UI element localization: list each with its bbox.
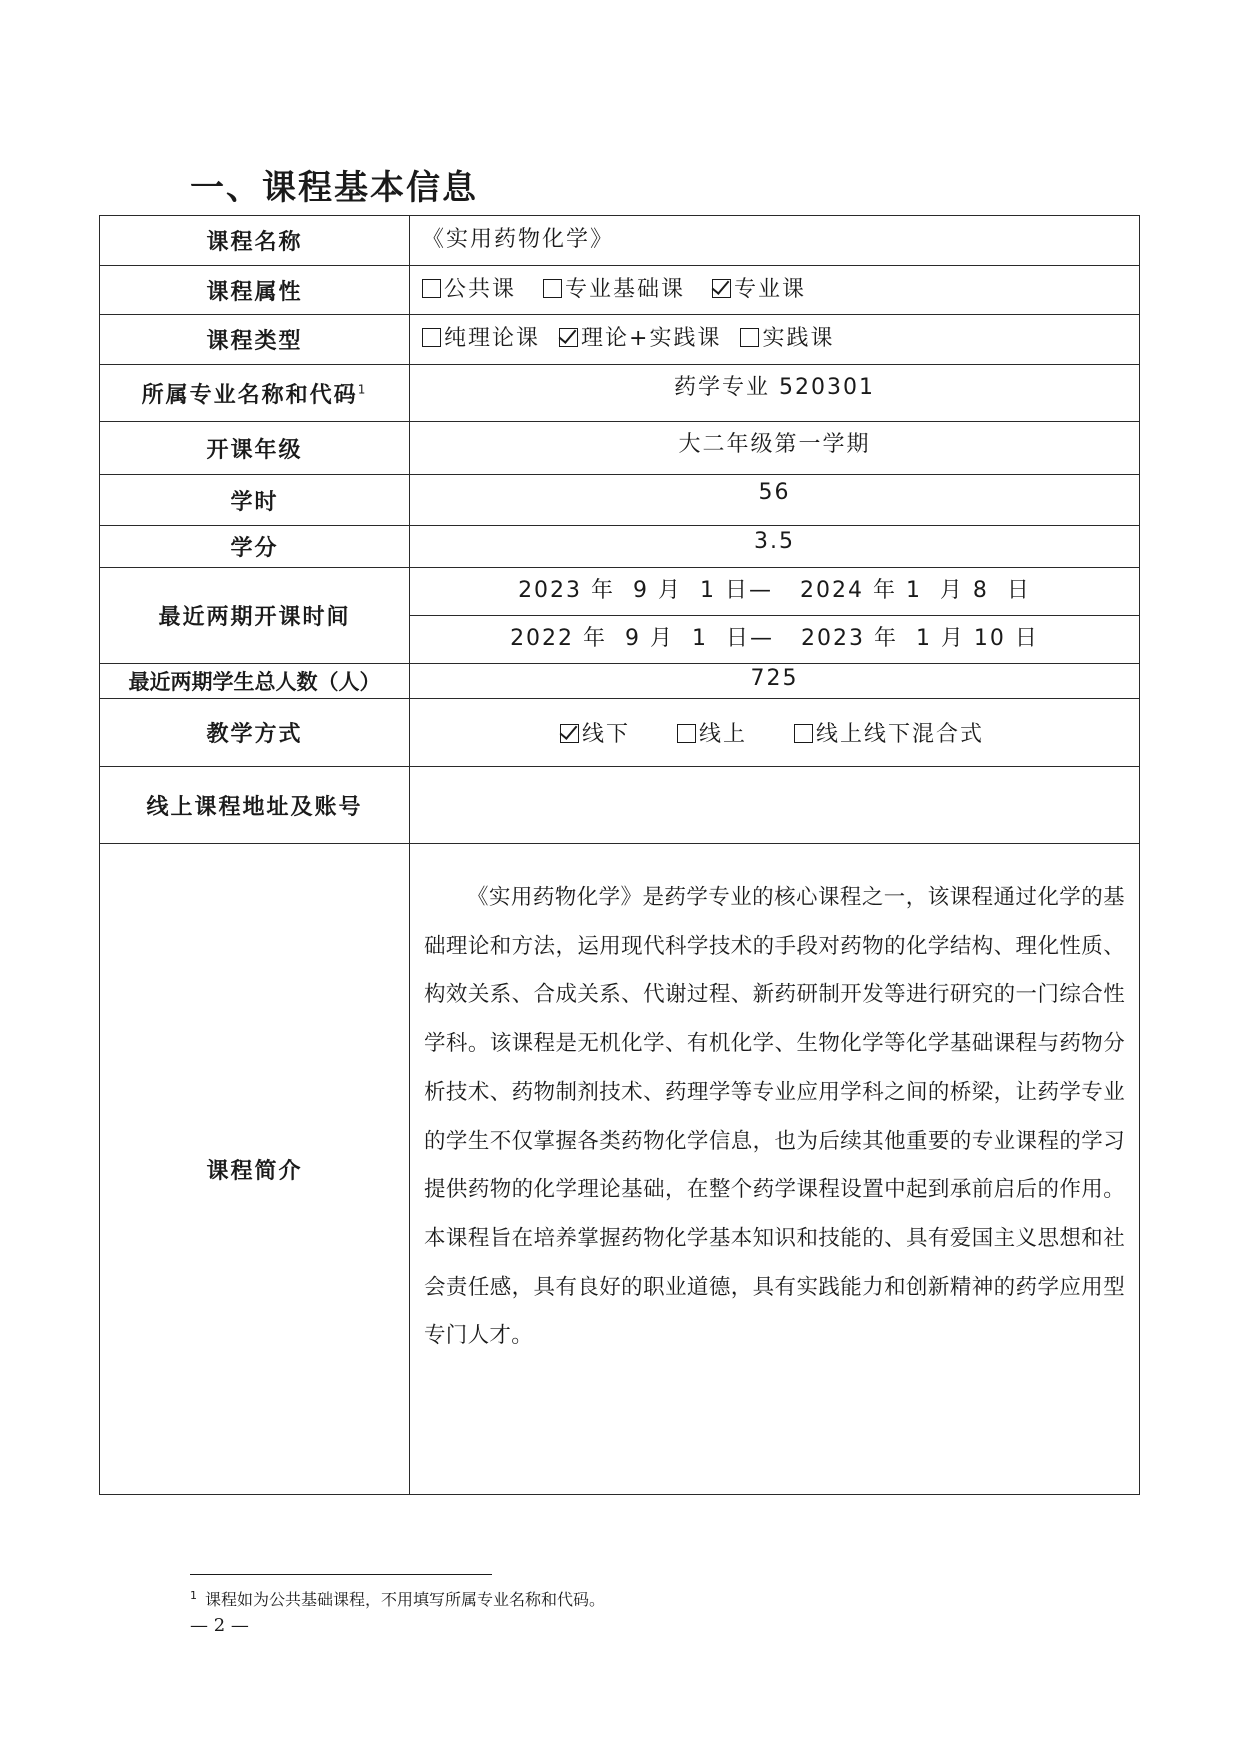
option-theory[interactable] bbox=[422, 321, 540, 352]
row-course-name bbox=[100, 216, 1140, 266]
checkbox-icon[interactable] bbox=[422, 279, 441, 298]
row-students bbox=[100, 664, 1140, 699]
value-course-name: 《实用药物化学》 bbox=[422, 227, 615, 252]
value-term-1: 2023 年 9 月 1 日— 2024 年 1 月 8 日 bbox=[518, 578, 1031, 603]
label-grade: 开课年级 bbox=[100, 422, 410, 475]
label-hours: 学时 bbox=[100, 475, 410, 526]
course-info-table bbox=[99, 215, 1140, 1495]
label-online-addr: 线上课程地址及账号 bbox=[100, 767, 410, 844]
label-course-type: 课程类型 bbox=[100, 315, 410, 365]
option-public-course[interactable] bbox=[422, 272, 516, 303]
row-recent-terms-1 bbox=[100, 568, 1140, 616]
option-label: 专业课 bbox=[734, 277, 807, 302]
page-number: — 2 — bbox=[190, 1615, 249, 1636]
value-credits: 3.5 bbox=[754, 529, 795, 554]
option-label: 纯理论课 bbox=[444, 326, 541, 351]
label-major-text: 所属专业名称和代码 bbox=[141, 382, 358, 408]
section-title: 一、课程基本信息 bbox=[190, 168, 478, 208]
intro-text: 《实用药物化学》是药学专业的核心课程之一，该课程通过化学的基础理论和方法，运用现代科学技术的手段对药物的化学结构、理化性质、构效关系、合成关系、代谢过程、新药研制开发等进行研究的一门综合性学科。该课程是无机化学、有机化学、生物化学等化学基础课程与药物分析技术、药物制剂技术、药理学等专业应用学科之间的桥梁，让药学专业的学生不仅掌握各类药物化学信息，也为后续其他重要的专业课程的学习提供药物的化学理论基础，在整个药学课程设置中起到承前启后的作用。本课程旨在培养掌握药物化学基本知识和技能的、具有爱国主义思想和社会责任感，具有良好的职业道德，具有实践能力和创新精神的药学应用型专门人才。 bbox=[424, 885, 1125, 1349]
row-grade bbox=[100, 422, 1140, 475]
label-major bbox=[100, 365, 410, 422]
option-theory-practice[interactable] bbox=[559, 321, 721, 352]
option-major-course[interactable] bbox=[712, 272, 806, 303]
label-course-name: 课程名称 bbox=[100, 216, 410, 266]
label-intro: 课程简介 bbox=[100, 844, 410, 1495]
option-blended[interactable] bbox=[794, 717, 984, 748]
option-label: 理论+实践课 bbox=[581, 326, 722, 351]
value-grade: 大二年级第一学期 bbox=[678, 432, 871, 457]
option-label: 线上 bbox=[699, 722, 748, 747]
checkbox-icon[interactable] bbox=[422, 328, 441, 347]
footnote-divider bbox=[190, 1574, 492, 1575]
value-students: 725 bbox=[750, 666, 799, 691]
option-practice[interactable] bbox=[740, 321, 834, 352]
options-teaching-mode bbox=[560, 722, 1002, 747]
row-major bbox=[100, 365, 1140, 422]
row-hours bbox=[100, 475, 1140, 526]
checkbox-icon[interactable] bbox=[543, 279, 562, 298]
footnote-text: 课程如为公共基础课程，不用填写所属专业名称和代码。 bbox=[205, 1590, 606, 1609]
row-online-addr bbox=[100, 767, 1140, 844]
option-label: 线下 bbox=[582, 722, 631, 747]
checkbox-checked-icon[interactable] bbox=[712, 279, 731, 298]
option-label: 公共课 bbox=[444, 277, 517, 302]
option-label: 专业基础课 bbox=[565, 277, 686, 302]
label-students: 最近两期学生总人数（人） bbox=[100, 664, 410, 699]
value-major: 药学专业 520301 bbox=[674, 375, 875, 400]
options-course-type bbox=[410, 315, 852, 352]
footnote-mark: 1 bbox=[190, 1588, 197, 1602]
value-online-addr bbox=[410, 767, 1140, 844]
row-intro bbox=[100, 844, 1140, 1495]
footnote bbox=[190, 1587, 605, 1610]
value-term-2: 2022 年 9 月 1 日— 2023 年 1 月 10 日 bbox=[510, 626, 1039, 651]
row-teaching-mode bbox=[100, 699, 1140, 767]
checkbox-checked-icon[interactable] bbox=[560, 724, 579, 743]
label-recent-terms: 最近两期开课时间 bbox=[100, 568, 410, 664]
label-teaching-mode: 教学方式 bbox=[100, 699, 410, 767]
value-hours: 56 bbox=[758, 480, 791, 505]
checkbox-icon[interactable] bbox=[740, 328, 759, 347]
checkbox-icon[interactable] bbox=[677, 724, 696, 743]
options-course-attr bbox=[410, 266, 824, 303]
option-online[interactable] bbox=[677, 717, 747, 748]
option-offline[interactable] bbox=[560, 717, 630, 748]
row-course-type bbox=[100, 315, 1140, 365]
option-basic-major-course[interactable] bbox=[543, 272, 685, 303]
checkbox-checked-icon[interactable] bbox=[559, 328, 578, 347]
footnote-mark: 1 bbox=[357, 382, 368, 397]
option-label: 线上线下混合式 bbox=[816, 722, 985, 747]
intro-body bbox=[410, 844, 1139, 1361]
label-credits: 学分 bbox=[100, 526, 410, 568]
label-course-attr: 课程属性 bbox=[100, 266, 410, 315]
option-label: 实践课 bbox=[762, 326, 835, 351]
checkbox-icon[interactable] bbox=[794, 724, 813, 743]
row-credits bbox=[100, 526, 1140, 568]
row-course-attr bbox=[100, 266, 1140, 315]
